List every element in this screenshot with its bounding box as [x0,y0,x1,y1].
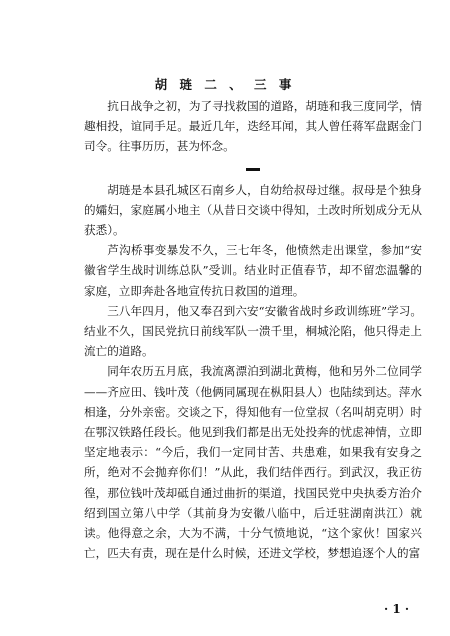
body-paragraph-1: 胡琏是本县孔城区石南乡人，自幼给叔母过继。叔母是个独身的孀妇，家庭属小地主（从昔日交谈中得知，土改时所划成分无从获悉）。 [84,182,422,238]
section-marker [246,168,260,171]
body-paragraph-4: 同年农历五月底，我流离漂泊到湖北黄梅，他和另外二位同学——齐应田、钱叶茂（他俩同属现在枞阳县人）也陆续到达。萍水相逢，分外亲密。交谈之下，得知他有一位堂叔（名叫胡克明）时在鄂汉铁路任段长。他见到我们都是出无处投奔的忧虑神情，立即坚定地表示：“今后，我们一定同甘苦、共患难，如果我有安身之所，绝对不会抛弃你们！”从此，我们结伴西行。到武汉，我正彷徨，那位钱叶茂却砥自通过曲折的渠道，找国民党中央执委方治介绍到国立第八中学（其前身为安徽八临中，后迁驻湖南洪江）就读。他得意之余，大为不满，十分气愤地说，“这个家伙！国家兴亡，匹夫有责，现在是什么时候，还进文学校，梦想追逐个人的富 [84,364,422,561]
intro-paragraph: 抗日战争之初，为了寻找救国的道路，胡琏和我三度同学，情趣相投，谊同手足。最近几年，迭经耳闻，其人曾任蒋军盘踞金门司令。往事历历，甚为怀念。 [84,99,422,154]
page-number: · 1 · [384,602,410,616]
article-title: 胡 琏 二 、 三 事 [154,77,296,92]
body-paragraph-2: 芦沟桥事变暴发不久，三七年冬，他愤然走出课堂，参加“安徽省学生战时训练总队”受训。结业时正值春节，却不留恋温馨的家庭，立即奔赴各地宣传抗日救国的道理。 [84,243,422,298]
article-body [84,96,422,563]
body-paragraph-3: 三八年四月，他又奉召到六安“安徽省战时乡政训练班”学习。结业不久，国民党抗日前线军队一溃千里，桐城沦陷，他只得走上流亡的道路。 [84,303,422,359]
